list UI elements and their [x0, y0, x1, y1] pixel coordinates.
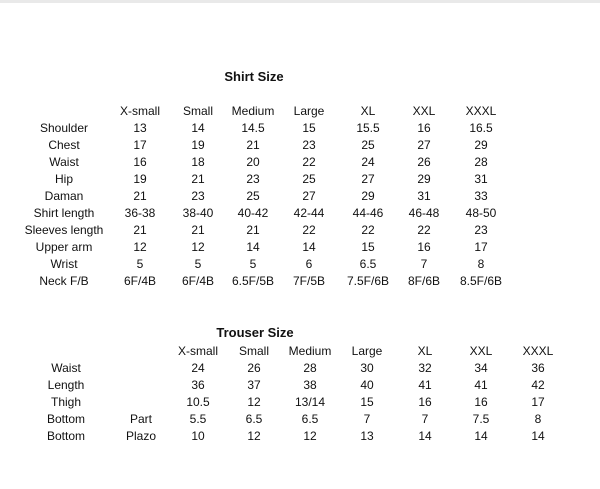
- shirt-cell: 16: [417, 121, 431, 135]
- trouser-cell: 7: [363, 412, 371, 426]
- shirt-row-label: Waist: [49, 155, 79, 169]
- shirt-cell: 19: [133, 172, 147, 186]
- shirt-cell: 24: [361, 155, 375, 169]
- shirt-cell: 21: [191, 223, 205, 237]
- shirt-cell: 27: [302, 189, 316, 203]
- shirt-cell: 21: [191, 172, 205, 186]
- trouser-cell: 16: [418, 395, 432, 409]
- shirt-cell: 48-50: [465, 206, 497, 220]
- shirt-cell: 23: [191, 189, 205, 203]
- trouser-cell: 7.5: [472, 412, 490, 426]
- trouser-row-sublabel: Plazo: [125, 429, 157, 443]
- trouser-cell: 13: [360, 429, 374, 443]
- trouser-column-header: Medium: [288, 344, 332, 358]
- trouser-cell: 10.5: [186, 395, 210, 409]
- top-border: [0, 0, 600, 3]
- shirt-cell: 22: [417, 223, 431, 237]
- trouser-size-title: Trouser Size: [216, 325, 294, 340]
- shirt-cell: 27: [417, 138, 431, 152]
- trouser-row-label: Waist: [51, 361, 81, 375]
- shirt-cell: 7F/5B: [292, 274, 326, 288]
- trouser-cell: 32: [418, 361, 432, 375]
- trouser-column-header: X-small: [177, 344, 219, 358]
- shirt-cell: 8.5F/6B: [459, 274, 503, 288]
- trouser-column-header: XXXL: [522, 344, 554, 358]
- shirt-cell: 40-42: [237, 206, 269, 220]
- shirt-column-header: XL: [360, 104, 376, 118]
- trouser-cell: 17: [531, 395, 545, 409]
- shirt-cell: 46-48: [408, 206, 440, 220]
- trouser-cell: 12: [247, 429, 261, 443]
- shirt-cell: 23: [302, 138, 316, 152]
- shirt-cell: 15.5: [356, 121, 380, 135]
- trouser-cell: 8: [534, 412, 542, 426]
- trouser-cell: 6.5: [301, 412, 319, 426]
- trouser-row-label: Bottom: [46, 412, 86, 426]
- shirt-column-header: Large: [293, 104, 325, 118]
- shirt-cell: 20: [246, 155, 260, 169]
- shirt-row-label: Sleeves length: [24, 223, 104, 237]
- shirt-cell: 27: [361, 172, 375, 186]
- trouser-cell: 10: [191, 429, 205, 443]
- trouser-cell: 42: [531, 378, 545, 392]
- trouser-cell: 14: [531, 429, 545, 443]
- shirt-cell: 22: [302, 155, 316, 169]
- trouser-cell: 34: [474, 361, 488, 375]
- shirt-row-label: Neck F/B: [39, 274, 89, 288]
- shirt-cell: 7.5F/6B: [346, 274, 390, 288]
- shirt-cell: 31: [474, 172, 488, 186]
- shirt-cell: 42-44: [293, 206, 325, 220]
- trouser-cell: 5.5: [189, 412, 207, 426]
- trouser-cell: 41: [474, 378, 488, 392]
- shirt-size-title: Shirt Size: [224, 69, 284, 84]
- trouser-column-header: Small: [238, 344, 270, 358]
- shirt-cell: 6.5: [359, 257, 377, 271]
- shirt-cell: 6.5F/5B: [231, 274, 275, 288]
- shirt-cell: 21: [246, 223, 260, 237]
- trouser-cell: 6.5: [245, 412, 263, 426]
- shirt-cell: 19: [191, 138, 205, 152]
- shirt-cell: 14: [246, 240, 260, 254]
- shirt-cell: 13: [133, 121, 147, 135]
- trouser-row-label: Thigh: [50, 395, 82, 409]
- trouser-row-sublabel: Part: [129, 412, 153, 426]
- shirt-cell: 18: [191, 155, 205, 169]
- shirt-cell: 22: [361, 223, 375, 237]
- shirt-cell: 23: [246, 172, 260, 186]
- shirt-cell: 7: [420, 257, 428, 271]
- shirt-row-label: Upper arm: [35, 240, 93, 254]
- trouser-cell: 38: [303, 378, 317, 392]
- trouser-cell: 26: [247, 361, 261, 375]
- trouser-row-label: Bottom: [46, 429, 86, 443]
- shirt-cell: 21: [133, 189, 147, 203]
- shirt-column-header: Medium: [231, 104, 275, 118]
- shirt-cell: 22: [302, 223, 316, 237]
- trouser-cell: 36: [531, 361, 545, 375]
- shirt-column-header: Small: [182, 104, 214, 118]
- shirt-row-label: Daman: [44, 189, 84, 203]
- shirt-cell: 12: [133, 240, 147, 254]
- shirt-cell: 14: [191, 121, 205, 135]
- shirt-cell: 6: [305, 257, 313, 271]
- shirt-cell: 5: [136, 257, 144, 271]
- trouser-cell: 12: [303, 429, 317, 443]
- trouser-cell: 14: [418, 429, 432, 443]
- shirt-cell: 8: [477, 257, 485, 271]
- trouser-column-header: Large: [351, 344, 383, 358]
- shirt-row-label: Hip: [54, 172, 74, 186]
- trouser-cell: 14: [474, 429, 488, 443]
- shirt-cell: 25: [246, 189, 260, 203]
- shirt-column-header: X-small: [119, 104, 161, 118]
- shirt-row-label: Wrist: [50, 257, 78, 271]
- shirt-cell: 25: [302, 172, 316, 186]
- trouser-cell: 7: [421, 412, 429, 426]
- trouser-column-header: XXL: [469, 344, 493, 358]
- shirt-cell: 16: [417, 240, 431, 254]
- trouser-cell: 40: [360, 378, 374, 392]
- shirt-cell: 36-38: [124, 206, 156, 220]
- shirt-cell: 31: [417, 189, 431, 203]
- shirt-cell: 16.5: [469, 121, 493, 135]
- shirt-cell: 8F/6B: [407, 274, 441, 288]
- trouser-cell: 30: [360, 361, 374, 375]
- shirt-cell: 16: [133, 155, 147, 169]
- shirt-cell: 14.5: [241, 121, 265, 135]
- shirt-row-label: Shirt length: [33, 206, 95, 220]
- shirt-column-header: XXXL: [465, 104, 497, 118]
- shirt-cell: 23: [474, 223, 488, 237]
- trouser-cell: 41: [418, 378, 432, 392]
- shirt-cell: 17: [474, 240, 488, 254]
- trouser-cell: 37: [247, 378, 261, 392]
- shirt-cell: 26: [417, 155, 431, 169]
- shirt-cell: 25: [361, 138, 375, 152]
- trouser-cell: 15: [360, 395, 374, 409]
- shirt-cell: 21: [246, 138, 260, 152]
- trouser-cell: 36: [191, 378, 205, 392]
- trouser-cell: 13/14: [294, 395, 326, 409]
- shirt-cell: 44-46: [352, 206, 384, 220]
- shirt-cell: 6F/4B: [181, 274, 215, 288]
- shirt-cell: 12: [191, 240, 205, 254]
- shirt-cell: 29: [474, 138, 488, 152]
- shirt-cell: 21: [133, 223, 147, 237]
- shirt-cell: 14: [302, 240, 316, 254]
- trouser-cell: 12: [247, 395, 261, 409]
- shirt-cell: 17: [133, 138, 147, 152]
- shirt-row-label: Chest: [48, 138, 80, 152]
- shirt-column-header: XXL: [412, 104, 436, 118]
- trouser-cell: 24: [191, 361, 205, 375]
- shirt-cell: 29: [417, 172, 431, 186]
- shirt-cell: 28: [474, 155, 488, 169]
- shirt-cell: 6F/4B: [123, 274, 157, 288]
- shirt-cell: 5: [249, 257, 257, 271]
- shirt-cell: 15: [361, 240, 375, 254]
- shirt-cell: 29: [361, 189, 375, 203]
- shirt-cell: 5: [194, 257, 202, 271]
- shirt-cell: 33: [474, 189, 488, 203]
- shirt-row-label: Shoulder: [39, 121, 89, 135]
- trouser-cell: 16: [474, 395, 488, 409]
- trouser-row-label: Length: [47, 378, 85, 392]
- trouser-column-header: XL: [417, 344, 433, 358]
- shirt-cell: 15: [302, 121, 316, 135]
- trouser-cell: 28: [303, 361, 317, 375]
- shirt-cell: 38-40: [182, 206, 214, 220]
